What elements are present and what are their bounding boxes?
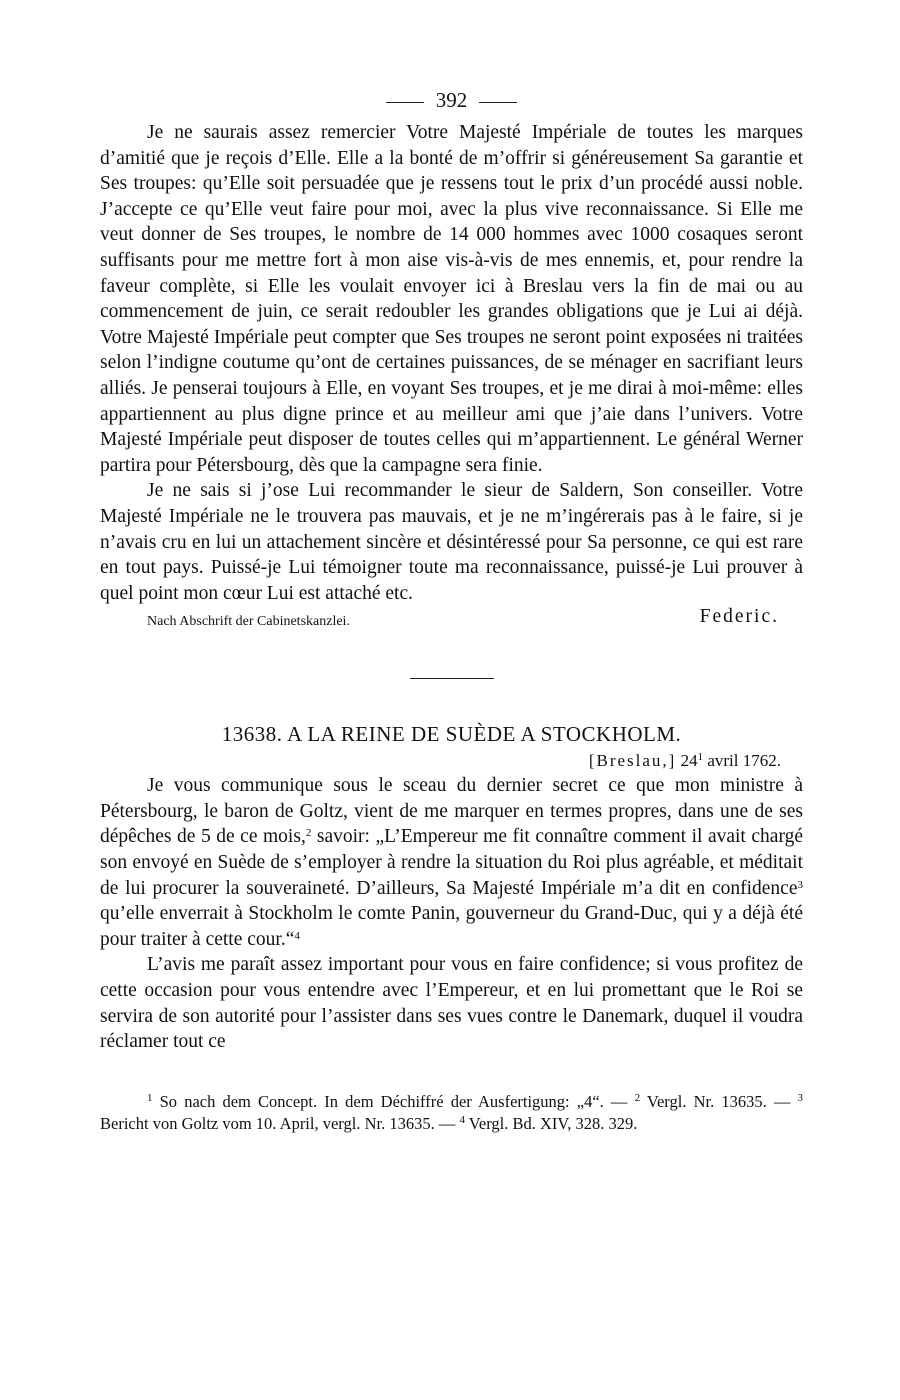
footnotes [100, 1091, 803, 1135]
footnote-number-4: 4 [459, 1113, 465, 1126]
source-signature-line [100, 606, 803, 636]
footnote-number-1: 1 [147, 1091, 153, 1104]
prev-letter-paragraph-1: Je ne saurais assez remercier Votre Majesté Impériale de toutes les marques d’amitié que je reçois d’Elle. Elle a la bonté de m’offrir si généreusement Sa garantie et Ses troupes: qu’Elle soit persuadée que je ressens tout le prix d’un procédé aussi noble. J’accepte ce qu’Elle veut faire pour moi, avec la plus vive reconnaissance. Si Elle me veut donner de Ses troupes, le nombre de 14 000 hommes avec 1000 cosaques seront suffisants pour me mettre fort à mon aise vis-à-vis de mes ennemis, et, pour rendre la faveur complète, si Elle les voulait envoyer ici à Breslau vers la fin de mai ou au commencement de juin, ce serait redoubler les grandes obligations que je Lui ai déjà. Votre Majesté Impériale peut compter que Ses troupes ne seront point exposées ni traitées selon l’indigne coutume qu’ont de certaines puissances, de se ménager en sacrifiant leurs alliés. Je penserai toujours à Elle, en voyant Ses troupes, et je me dirai à moi-même: elles appartiennent au plus digne prince et au meilleur ami que j’aie dans l’univers. Votre Majesté Impériale peut disposer de toutes celles qui m’appartiennent. Le général Werner partira pour Pétersbourg, dès que la campagne sera finie. [100, 122, 803, 476]
letter-paragraph-1-part-c: qu’elle enverrait à Stockholm le comte Panin, gouverneur du Grand-Duc, qui y a déjà été pour traiter à cette cour.“ [100, 903, 803, 950]
letter-paragraph-1-part-b: savoir: „L’Empereur me fit connaître comment il avait chargé son envoyé en Suède de s’employer à rendre la situation du Roi plus agréable, et méditait de lui procurer la souveraineté. D’ailleurs, Sa Majesté Impériale m’a dit en confidence [100, 826, 803, 899]
footnote-text-2: Vergl. Nr. 13635. — [640, 1091, 798, 1111]
footnote-mark-1: 1 [697, 751, 704, 764]
letter-paragraph-2: L’avis me paraît assez important pour vous en faire confidence; si vous profitez de cette occasion pour vous entendre avec l’Empereur, et en lui promettant que le Roi se servira de son autorité pour l’assister dans ses vues contre le Danemark, duquel il voudra réclamer tout ce [100, 954, 803, 1053]
header-dash-left [386, 102, 424, 103]
date-rest: avril 1762. [707, 751, 781, 771]
dateline [100, 749, 803, 773]
source-note: Nach Abschrift der Cabinetskanzlei. [147, 614, 350, 630]
footnote-number-2: 2 [634, 1091, 641, 1104]
section-separator [410, 678, 494, 679]
footnote-mark-3: 3 [797, 878, 803, 891]
footnote-text-4: Vergl. Bd. XIV, 328. 329. [464, 1113, 638, 1133]
letter-paragraph-1 [100, 773, 803, 952]
footnote-mark-2: 2 [305, 827, 312, 840]
date-day: 24 [680, 751, 698, 771]
page-number: 392 [435, 88, 468, 112]
footnote-text-1: So nach dem Concept. In dem Déchiffré der Ausfertigung: „4“. — [152, 1091, 635, 1111]
prev-letter-paragraph-2: Je ne sais si j’ose Lui recommander le sieur de Saldern, Son conseiller. Votre Majesté Impériale ne le trouvera pas mauvais, et je ne m’ingérerais pas à le faire, si je n’avais cru en lui un attachement sincère et désintéressé pour Sa personne, ce qui est rare en tout pays. Puissé-je Lui témoigner toute ma reconnaissance, puissé-je Lui prouver à quel point mon cœur Lui est attaché etc. [100, 480, 803, 604]
book-page [100, 80, 803, 1135]
header-dash-right [479, 102, 517, 103]
footnote-mark-4: 4 [294, 929, 300, 942]
letter-paragraph-1-part-a: Je vous communique sous le sceau du dernier secret ce que mon ministre à Pétersbourg, le baron de Goltz, vient de me marquer en termes propres, dans une de ses dépêches de 5 de ce mois, [100, 775, 803, 848]
footnote-text-3: Bericht von Goltz vom 10. April, vergl. Nr. 13635. — [100, 1113, 460, 1133]
letter-heading: 13638. A LA REINE DE SUÈDE A STOCKHOLM. [221, 722, 682, 747]
signature: Federic. [699, 606, 779, 628]
page-header [100, 80, 803, 120]
footnote-number-3: 3 [797, 1091, 803, 1104]
date-place: [Breslau,] [588, 751, 677, 771]
